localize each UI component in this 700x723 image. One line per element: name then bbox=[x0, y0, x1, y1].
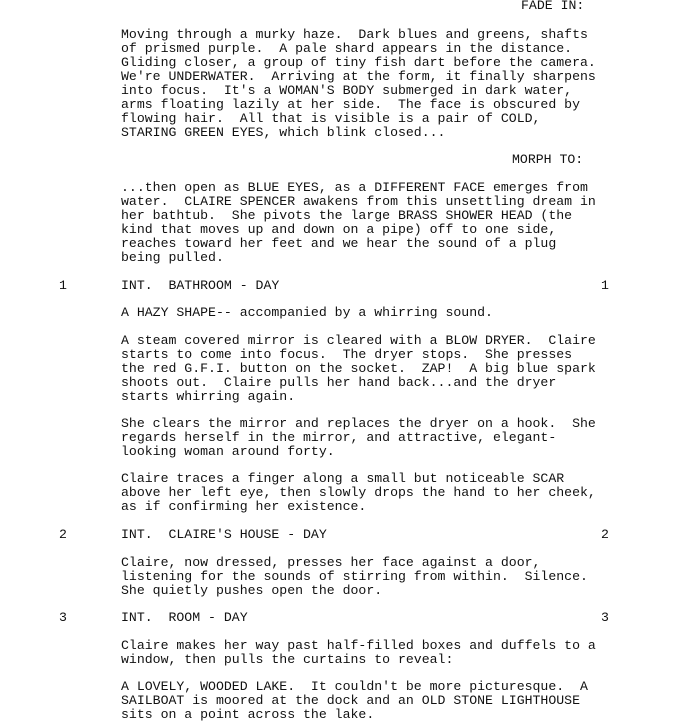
action-paragraph: A HAZY SHAPE-- accompanied by a whirring sound. bbox=[121, 305, 493, 320]
fade-in-transition: FADE IN: bbox=[521, 0, 585, 13]
action-paragraph: A LOVELY, WOODED LAKE. It couldn't be more picturesque. A SAILBOAT is moored at the dock and an OLD STONE LIGHTHOUSE sits on a point across the lake. bbox=[121, 679, 588, 722]
scene-number-left: 2 bbox=[59, 527, 67, 542]
action-paragraph: A steam covered mirror is cleared with a BLOW DRYER. Claire starts to come into focus. The dryer stops. She presses the red G.F.I. button on the socket. ZAP! A big blue spark shoots out. Claire pulls her hand back...and the dryer starts whirring again. bbox=[121, 333, 596, 404]
scene-heading: INT. ROOM - DAY bbox=[121, 610, 248, 625]
action-paragraph: Claire makes her way past half-filled boxes and duffels to a window, then pulls the curtains to reveal: bbox=[121, 638, 596, 667]
action-paragraph: Moving through a murky haze. Dark blues and greens, shafts of prismed purple. A pale shard appears in the distance. Gliding closer, a group of tiny fish dart before the camera. We're UNDERWATER. Arriving at the form, it finally sharpens into focus. It's a WOMAN'S BODY submerged in dark water, arms floating lazily at her side. The face is obscured by flowing hair. All that is visible is a pair of COLD, STARING GREEN EYES, which blink closed... bbox=[121, 27, 596, 140]
action-paragraph: Claire, now dressed, presses her face against a door, listening for the sounds of stirring from within. Silence. She quietly pushes open the door. bbox=[121, 555, 588, 598]
morph-to-transition: MORPH TO: bbox=[512, 152, 584, 167]
scene-number-left: 1 bbox=[59, 278, 67, 293]
action-paragraph: She clears the mirror and replaces the dryer on a hook. She regards herself in the mirror, and attractive, elegant- looking woman around forty. bbox=[121, 416, 596, 459]
action-paragraph: ...then open as BLUE EYES, as a DIFFERENT FACE emerges from water. CLAIRE SPENCER awakens from this unsettling dream in her bathtub. She pivots the large BRASS SHOWER HEAD (the kind that moves up and down on a pipe) off to one side, reaches toward her feet and we hear the sound of a plug being pulled. bbox=[121, 180, 596, 265]
scene-number-right: 2 bbox=[601, 527, 609, 542]
scene-number-right: 1 bbox=[601, 278, 609, 293]
scene-number-left: 3 bbox=[59, 610, 67, 625]
scene-number-right: 3 bbox=[601, 610, 609, 625]
scene-heading: INT. CLAIRE'S HOUSE - DAY bbox=[121, 527, 327, 542]
scene-heading: INT. BATHROOM - DAY bbox=[121, 278, 280, 293]
action-paragraph: Claire traces a finger along a small but noticeable SCAR above her left eye, then slowly drops the hand to her cheek, as if confirming her existence. bbox=[121, 471, 596, 514]
